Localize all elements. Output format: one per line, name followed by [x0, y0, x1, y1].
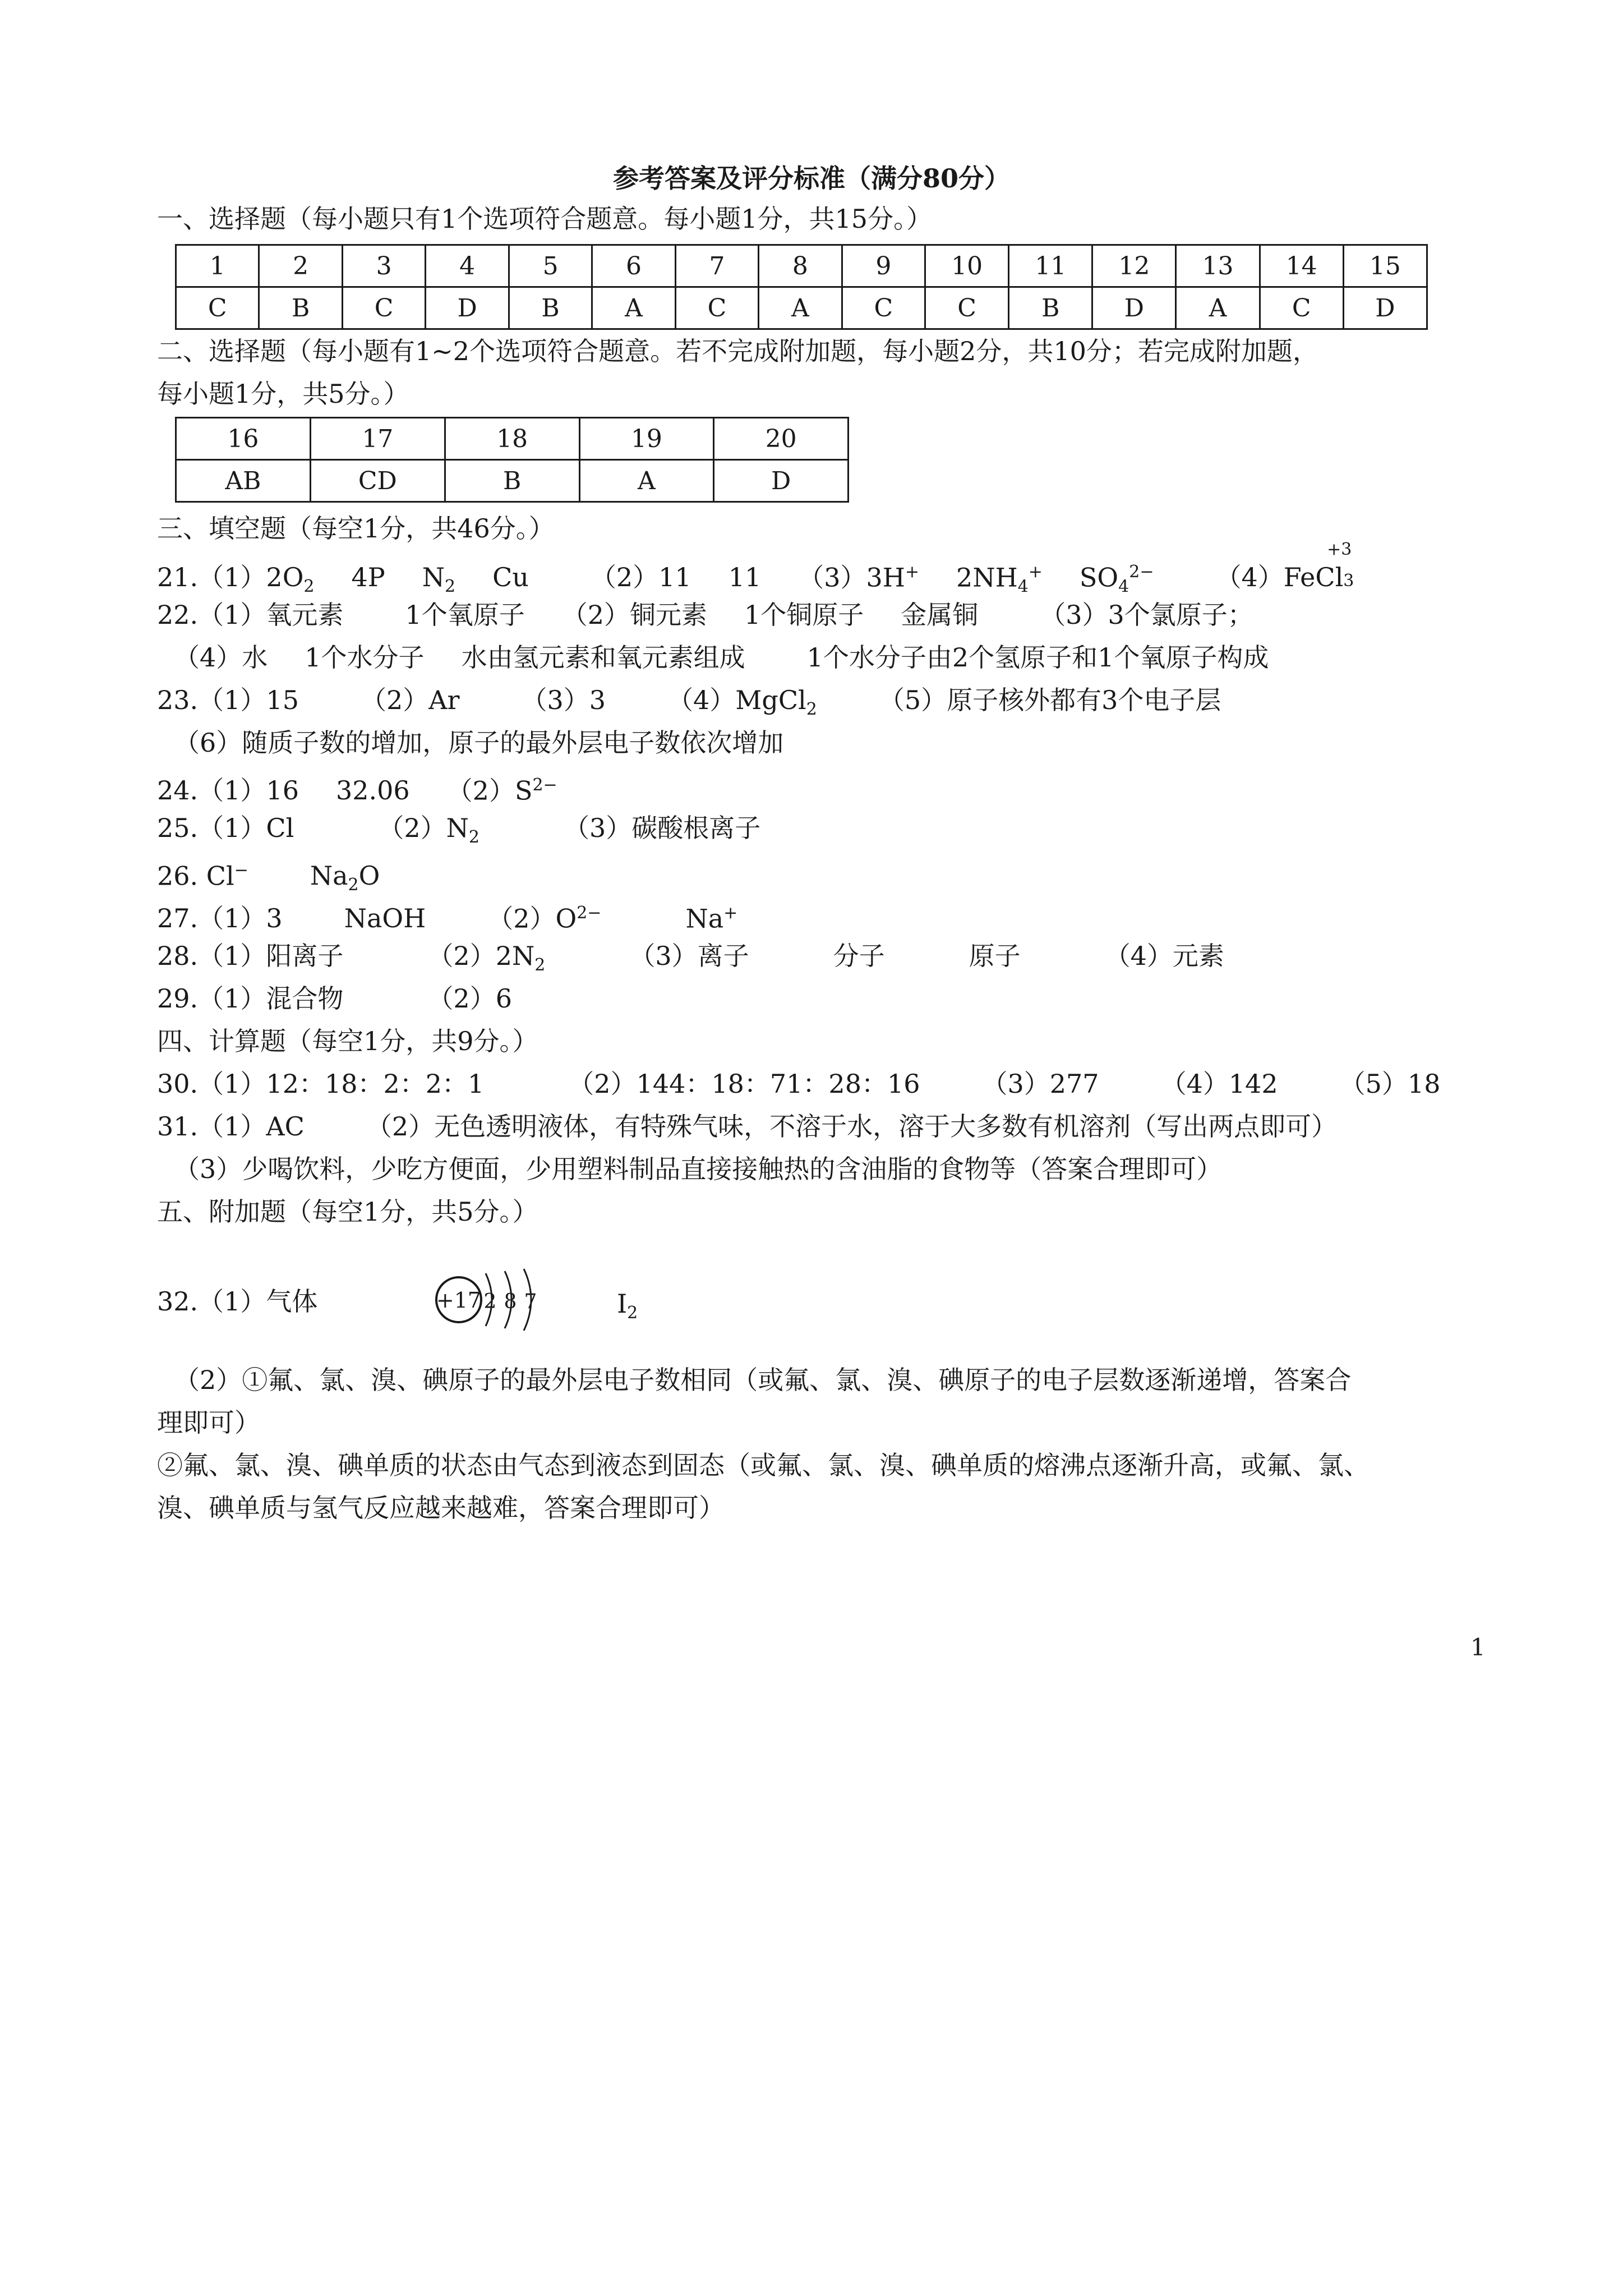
answer-item: （4）MgCl$_2$ [667, 685, 817, 720]
answer-line-q30 [157, 1067, 1440, 1101]
answer-item: $21.(1)2O_2$ [157, 562, 315, 597]
answer-item: （2）11 [590, 562, 691, 593]
answer-item: Cu [492, 562, 529, 593]
answer-item: 原子 [969, 941, 1021, 971]
table-cell: 11 [1009, 245, 1092, 287]
table-cell: 10 [925, 245, 1009, 287]
answer-item: $2NH_4^+$ [956, 562, 1043, 597]
table-cell: D [1092, 287, 1176, 329]
answer-item: 29.（1）混合物 [157, 983, 344, 1014]
table-cell: 2 [259, 245, 342, 287]
answer-line-q21 [157, 540, 1354, 604]
table-cell: B [259, 287, 342, 329]
answer-item: （3）3H+ [798, 562, 920, 593]
table-cell: 19 [579, 418, 714, 460]
table-row-numbers [176, 418, 849, 460]
answer-line-q29 [157, 982, 512, 1015]
answer-item: $(2)2N_2$ [427, 941, 546, 976]
table-cell: 4 [426, 245, 509, 287]
table-cell: 8 [759, 245, 842, 287]
answer-item: $Na_2O$ [310, 861, 380, 895]
answer-line-q27 [157, 896, 737, 935]
answer-item: （3）277 [981, 1069, 1099, 1099]
answer-item: $(2)N_2$ [378, 813, 479, 848]
electron-count-label: 8 [504, 1290, 517, 1313]
answer-item: （2）144：18：71：28：16 [568, 1069, 920, 1099]
answer-line-q23-1 [157, 683, 1221, 726]
answer-item: 31.（1）AC [157, 1111, 305, 1142]
table-cell: B [1009, 287, 1092, 329]
answer-item: （2）Ar [360, 685, 460, 715]
nucleus-charge-label: +17 [436, 1288, 482, 1313]
table-cell: B [445, 460, 579, 502]
table-cell: C [1260, 287, 1343, 329]
table-cell: D [714, 460, 849, 502]
table-cell: A [1176, 287, 1260, 329]
valence-annotation: 3 +3 [1327, 540, 1354, 591]
table-cell: AB [176, 460, 311, 502]
answer-line-q31-1 [157, 1110, 1337, 1143]
table-cell: D [1343, 287, 1427, 329]
table-cell: CD [310, 460, 445, 502]
table-cell: C [342, 287, 425, 329]
answer-item: NaOH [344, 903, 426, 934]
answer-item: （4）水 [174, 642, 268, 673]
table-cell: 3 [342, 245, 425, 287]
answer-item: （2）6 [427, 983, 512, 1014]
answer-item: 25.（1）Cl [157, 813, 294, 843]
table-cell: 18 [445, 418, 579, 460]
answer-item: 金属铜 [901, 600, 979, 630]
answer-item: （4）FeCl3 +3 [1215, 560, 1354, 598]
electron-count-label: 2 [483, 1290, 497, 1313]
answer-item: 4P [351, 562, 385, 593]
table-cell: A [592, 287, 675, 329]
answer-line-q22-1 [157, 598, 1253, 632]
table-cell: B [509, 287, 592, 329]
answer-item: 22.（1）氧元素 [157, 600, 344, 630]
table-cell: 15 [1343, 245, 1427, 287]
answer-item: （4）142 [1160, 1069, 1278, 1099]
page-title: 参考答案及评分标准（满分80分） [612, 163, 1010, 194]
answer-item: 27.（1）3 [157, 903, 283, 934]
answer-item: $(2)S^{2-}$ [446, 775, 557, 806]
answer-item: 1个铜原子 [744, 600, 864, 630]
table-cell: D [426, 287, 509, 329]
table-row-numbers [176, 245, 1427, 287]
answer-item: （2）无色透明液体，有特殊气味，不溶于水，溶于大多数有机溶剂（写出两点即可） [366, 1111, 1338, 1142]
answer-item: 26. Cl− [157, 861, 248, 891]
answer-line-q31-2: （3）少喝饮料，少吃方便面，少用塑料制品直接接触热的含油脂的食物等（答案合理即可） [174, 1154, 1223, 1184]
answer-item: 32.（1）气体 [157, 1286, 318, 1317]
table-row-answers [176, 287, 1427, 329]
section1-heading: 一、选择题（每小题只有1个选项符合题意。每小题1分，共15分。） [157, 204, 933, 234]
answer-line-q25 [157, 811, 760, 854]
table-cell: 14 [1260, 245, 1343, 287]
table-cell: 16 [176, 418, 311, 460]
answer-item: 分子 [833, 941, 885, 971]
answer-line-q32-2-2: 理即可） [157, 1407, 260, 1438]
table-cell: 17 [310, 418, 445, 460]
answer-item: 11 [728, 562, 762, 593]
table-row-answers [176, 460, 849, 502]
answer-item: （3）碳酸根离子 [563, 813, 761, 843]
answer-item: 24.（1）16 [157, 775, 299, 806]
answer-line-q26 [157, 854, 380, 903]
section2-heading-line1: 二、选择题（每小题有1~2个选项符合题意。若不完成附加题，每小题2分，共10分；若完成附加题， [157, 336, 1318, 366]
answer-line-q32-3-2: 溴、碘单质与氢气反应越来越难，答案合理即可） [157, 1493, 725, 1523]
answer-item: 28.（1）阳离子 [157, 941, 344, 971]
answer-item: （4）元素 [1104, 941, 1224, 971]
answer-item: 30.（1）12：18：2：2：1 [157, 1069, 485, 1099]
answer-line-q28 [157, 939, 1224, 982]
answer-item: Na+ [685, 903, 738, 934]
answer-line-q32-1 [157, 1285, 317, 1318]
answer-item: $N_2$ [422, 562, 456, 597]
answer-line-q22-2 [174, 641, 1269, 674]
answer-item: （5）18 [1339, 1069, 1441, 1099]
section1-answer-table [175, 244, 1428, 330]
table-cell: 20 [714, 418, 849, 460]
answer-item: （3）3个氯原子； [1040, 600, 1253, 630]
table-cell: 9 [842, 245, 925, 287]
answer-line-q32-2-1: （2）①氟、氯、溴、碘原子的最外层电子数相同（或氟、氯、溴、碘原子的电子层数逐渐递增，答案合 [174, 1365, 1352, 1395]
section3-heading: 三、填空题（每空1分，共46分。） [157, 513, 555, 544]
table-cell: C [925, 287, 1009, 329]
answer-item: （5）原子核外都有3个电子层 [878, 685, 1221, 715]
table-cell: C [675, 287, 758, 329]
section5-heading: 五、附加题（每空1分，共5分。） [157, 1197, 538, 1227]
answer-line-q24 [157, 769, 557, 807]
table-cell: 7 [675, 245, 758, 287]
table-cell: A [759, 287, 842, 329]
answer-item-iodine: $I_2$ [617, 1289, 638, 1323]
electron-count-label: 7 [524, 1290, 537, 1313]
table-cell: 6 [592, 245, 675, 287]
answer-line-q32-3-1: ②氟、氯、溴、碘单质的状态由气态到液态到固态（或氟、氯、溴、碘单质的熔沸点逐渐升高，或氟、氯、 [157, 1450, 1370, 1480]
answer-item: 32.06 [335, 775, 410, 806]
page-number: 1 [1470, 1634, 1486, 1661]
answer-item: 水由氢元素和氧元素组成 [461, 642, 745, 673]
answer-item: （2）铜元素 [561, 600, 707, 630]
answer-item: $(2)O^{2-}$ [487, 903, 602, 934]
table-cell: 12 [1092, 245, 1176, 287]
table-cell: 13 [1176, 245, 1260, 287]
answer-item: （3）离子 [629, 941, 749, 971]
section2-heading-line2: 每小题1分，共5分。） [157, 379, 409, 409]
chlorine-atom-structure-diagram [432, 1263, 555, 1336]
section2-answer-table [175, 417, 849, 503]
answer-line-q23-2: （6）随质子数的增加，原子的最外层电子数依次增加 [174, 728, 784, 758]
answer-item: 1个水分子由2个氢原子和1个氧原子构成 [806, 642, 1269, 673]
section4-heading: 四、计算题（每空1分，共9分。） [157, 1026, 538, 1056]
answer-item: 23.（1）15 [157, 685, 299, 715]
table-cell: 1 [176, 245, 259, 287]
answer-item: （3）3 [521, 685, 606, 715]
answer-item: 1个氧原子 [405, 600, 525, 630]
answer-item: 1个水分子 [305, 642, 425, 673]
table-cell: C [176, 287, 259, 329]
table-cell: C [842, 287, 925, 329]
table-cell: 5 [509, 245, 592, 287]
answer-item: $SO_4^{2-}$ [1079, 562, 1154, 597]
table-cell: A [579, 460, 714, 502]
